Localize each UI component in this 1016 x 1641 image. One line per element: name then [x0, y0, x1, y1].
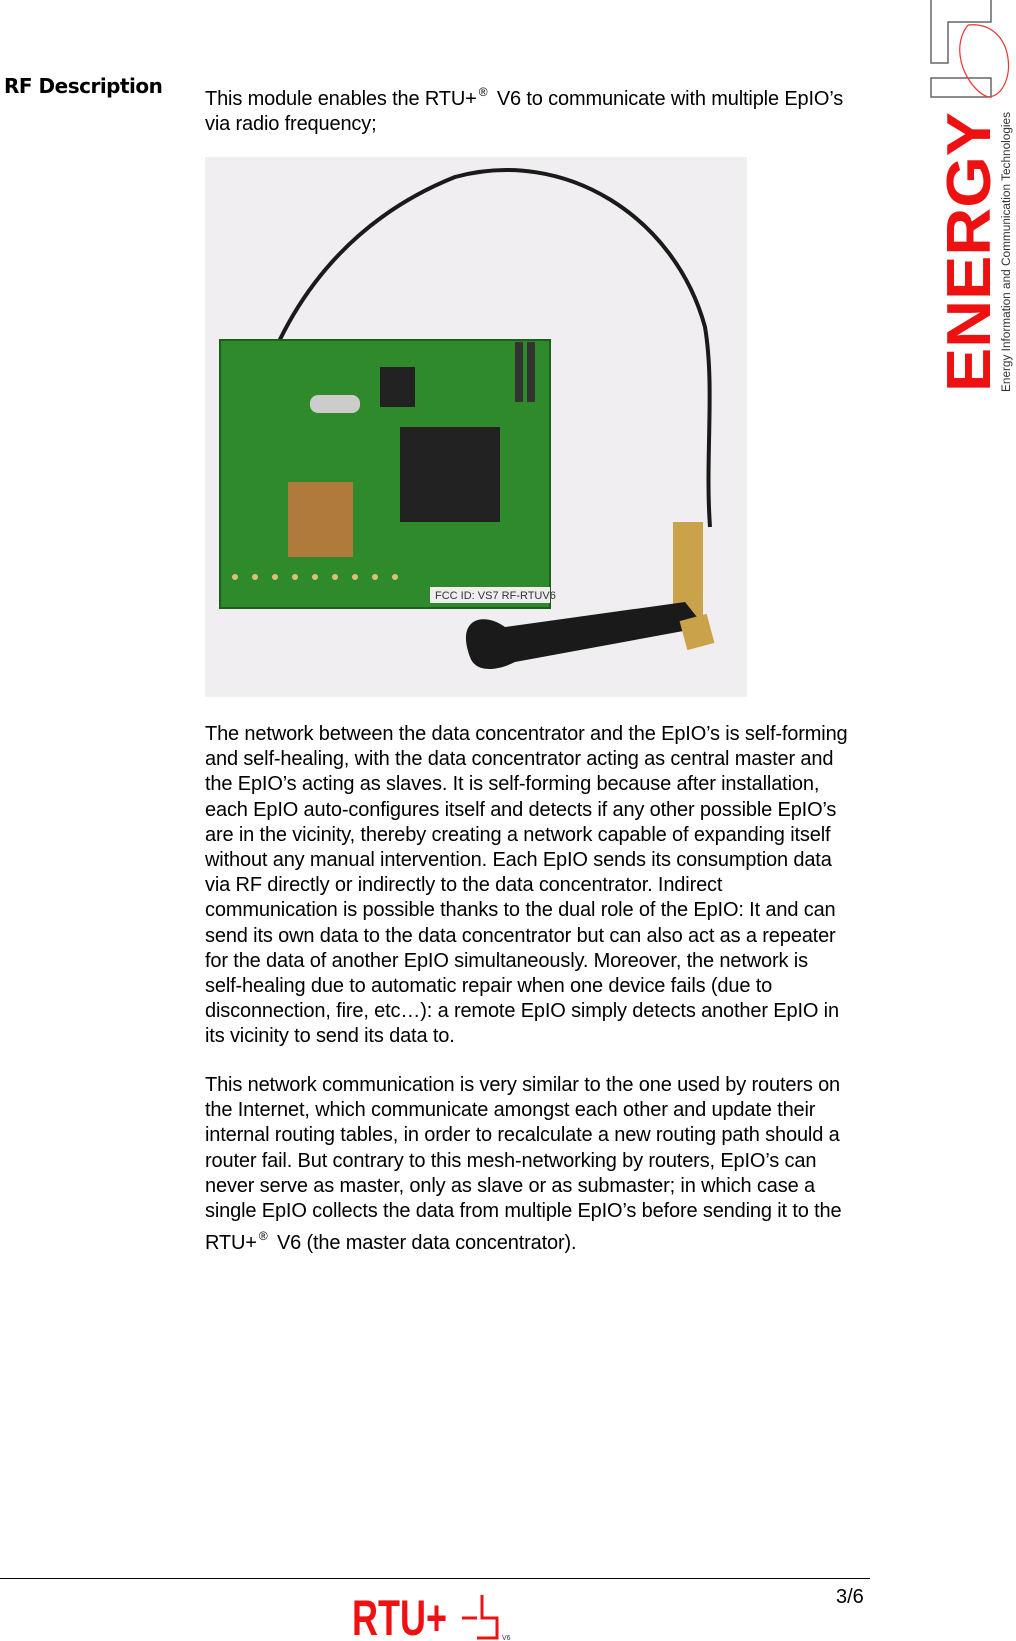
text-line: the Internet, which communicate amongst each other and update their [205, 1099, 816, 1122]
text-line: send its own data to the data concentrator but can also act as a repeater [205, 924, 836, 947]
text-line: single EpIO collects the data from multiple EpIO’s before sending it to the [205, 1200, 842, 1223]
intro-text: This module enables the RTU+ [205, 88, 477, 110]
rf-module-photo [205, 157, 747, 697]
intro-paragraph [205, 80, 843, 137]
network-paragraph [205, 722, 848, 1050]
text-line: self-healing due to automatic repair when one device fails (due to [205, 975, 773, 998]
page-number: 3/6 [836, 1586, 864, 1608]
text-line: its vicinity to send its data to. [205, 1025, 455, 1048]
text-line: disconnection, fire, etc…): a remote EpIO simply detects another EpIO in [205, 1000, 839, 1023]
intro-text-cont: V6 to communicate with multiple EpIO’s [491, 88, 844, 110]
text-line: each EpIO auto-configures itself and detects if any other possible EpIO’s [205, 798, 837, 821]
text-line: without any manual intervention. Each EpIO sends its consumption data [205, 849, 832, 872]
energy-wordmark: ENERGY [935, 130, 1004, 392]
text-line: are in the vicinity, thereby creating a network capable of expanding itself [205, 823, 831, 846]
registered-mark: ® [478, 85, 488, 99]
energy-ict-logo [928, 0, 1016, 395]
text-line: The network between the data concentrator and the EpIO’s is self-forming [205, 723, 848, 745]
fcc-label: FCC ID: VS7 RF-RTUV6 [435, 590, 556, 602]
energy-tagline: Energy Information and Communication Technologies [1001, 119, 1013, 392]
text-line: router fail. But contrary to this mesh-networking by routers, EpIO’s can [205, 1149, 817, 1172]
text-line: This network communication is very similar to the one used by routers on [205, 1074, 841, 1096]
text-line: for the data of another EpIO simultaneously. Moreover, the network is [205, 949, 808, 972]
text-line: and self-healing, with the data concentrator acting as central master and [205, 748, 834, 771]
text-line: communication is possible thanks to the dual role of the EpIO: It and can [205, 899, 836, 922]
text-line: never serve as master, only as slave or as submaster; in which case a [205, 1174, 815, 1197]
rtu-plus-logo [352, 1590, 532, 1641]
intro-line-2: via radio frequency; [205, 113, 377, 136]
text-line: via RF directly or indirectly to the data concentrator. Indirect [205, 874, 723, 897]
section-heading: RF Description [4, 74, 163, 98]
footer-divider [0, 1578, 870, 1579]
text-line: internal routing tables, in order to recalculate a new routing path should a [205, 1124, 840, 1147]
text: RTU+ [205, 1232, 257, 1254]
rtu-version: V6 [502, 1635, 511, 1641]
routing-paragraph [205, 1073, 842, 1224]
text: V6 (the master data concentrator). [271, 1232, 577, 1254]
rtu-wordmark: RTU+ [352, 1590, 447, 1641]
registered-mark: ® [258, 1229, 268, 1243]
text-line: the EpIO’s acting as slaves. It is self-forming because after installation, [205, 773, 820, 796]
routing-paragraph-last-line [205, 1224, 576, 1256]
